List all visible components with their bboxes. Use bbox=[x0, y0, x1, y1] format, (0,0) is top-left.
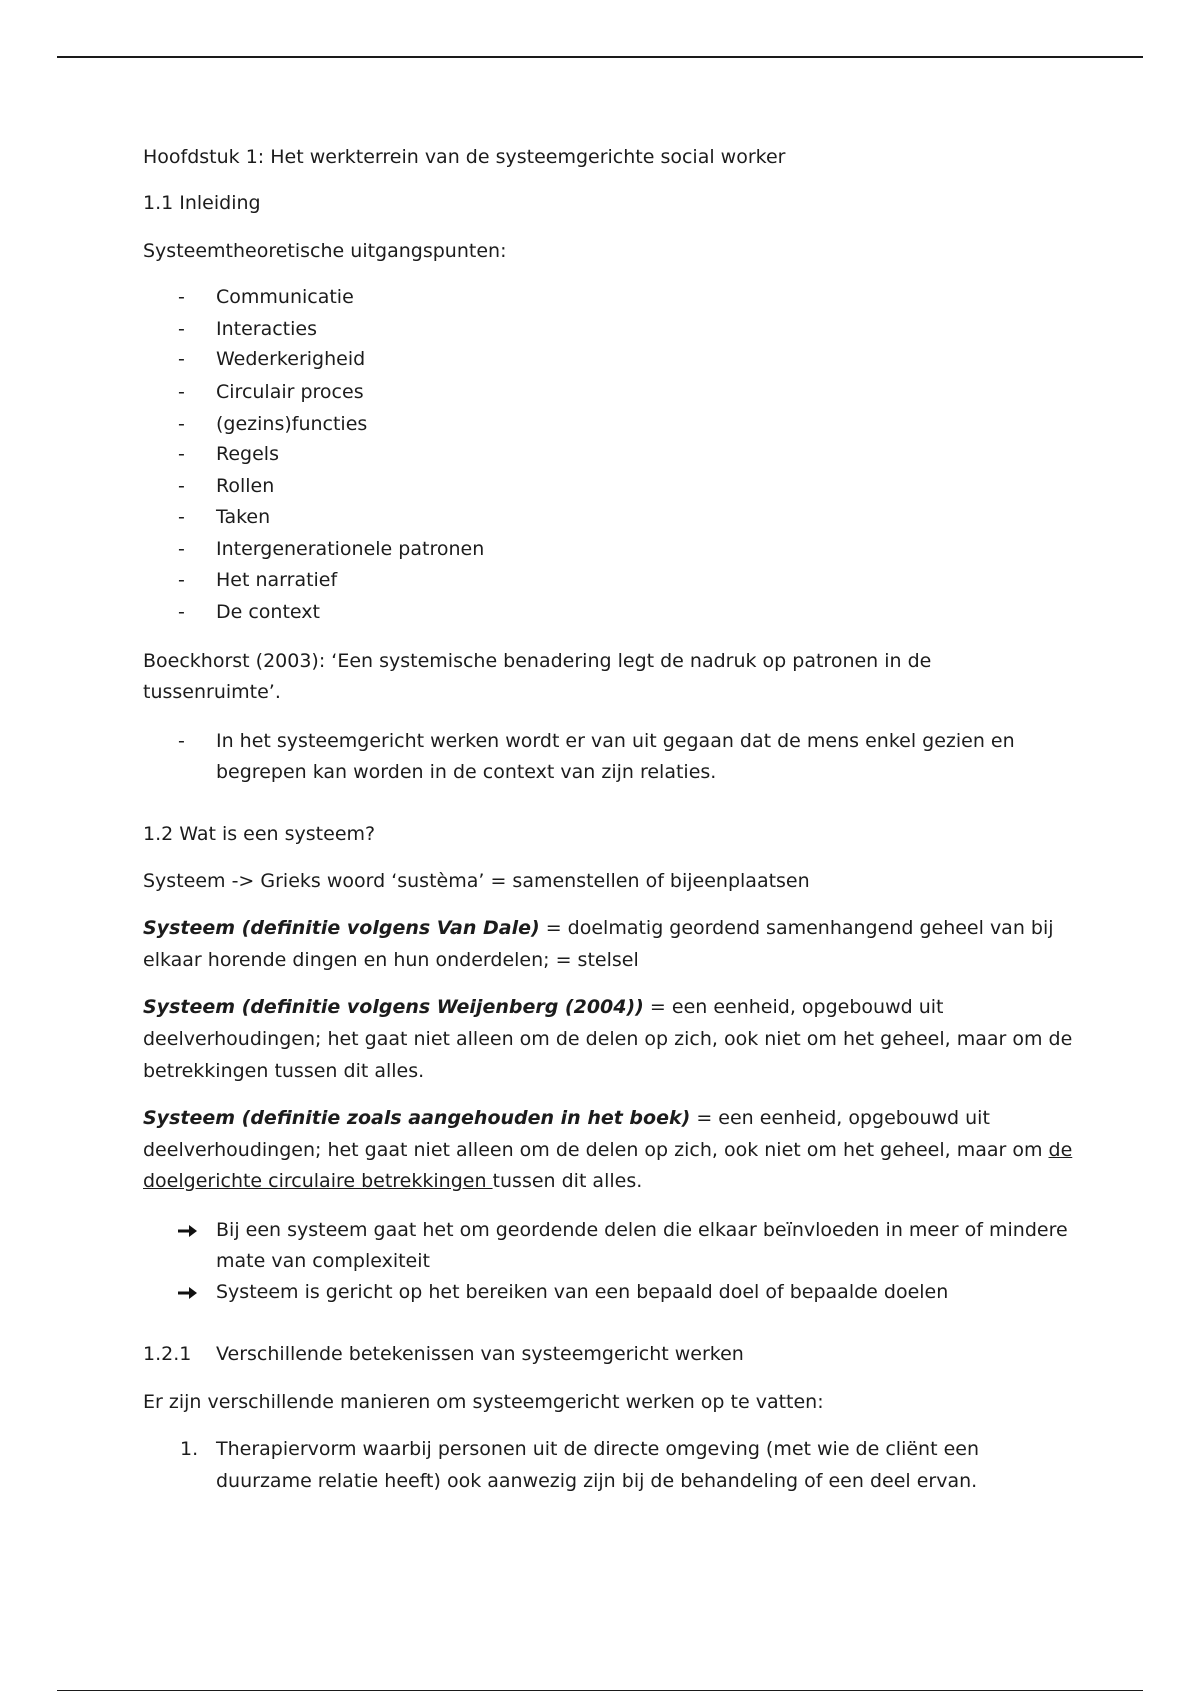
list-item-label: Regels bbox=[216, 443, 279, 465]
bullet-dash: - bbox=[178, 318, 185, 340]
definition-weijenberg bbox=[143, 998, 943, 1017]
section-title: Verschillende betekenissen van systeemgericht werken bbox=[216, 1343, 744, 1365]
chapter-title: Hoofdstuk 1: Het werkterrein van de systeemgerichte social worker bbox=[143, 146, 786, 168]
list-item-label: Rollen bbox=[216, 475, 275, 497]
header-rule bbox=[57, 56, 1143, 58]
numbered-item-1-line1: Therapiervorm waarbij personen uit de directe omgeving (met wie de cliënt een bbox=[216, 1438, 979, 1460]
bullet-dash: - bbox=[178, 475, 185, 497]
list-item-label: Het narratief bbox=[216, 569, 338, 591]
definition-weijenberg-line2: deelverhoudingen; het gaat niet alleen om de delen op zich, ook niet om het geheel, maar om de bbox=[143, 1028, 1073, 1050]
list-item-label: Interacties bbox=[216, 318, 318, 340]
section-number: 1.2.1 bbox=[143, 1343, 192, 1365]
definition-text: tussen dit alles. bbox=[492, 1170, 643, 1192]
arrow-point-1-line1: Bij een systeem gaat het om geordende delen die elkaar beïnvloeden in meer of mindere bbox=[216, 1219, 1068, 1241]
item-number: 1. bbox=[180, 1438, 199, 1460]
boeckhorst-quote-line2: tussenruimte’. bbox=[143, 681, 281, 703]
definition-term: Systeem (definitie volgens Weijenberg (2004)) bbox=[143, 996, 644, 1018]
right-arrow-icon bbox=[178, 1223, 198, 1239]
definition-vandale bbox=[143, 919, 1054, 938]
bullet-dash: - bbox=[178, 286, 185, 308]
boeckhorst-quote-line1: Boeckhorst (2003): ‘Een systemische benadering legt de nadruk op patronen in de bbox=[143, 650, 932, 672]
section-heading-1-2: 1.2 Wat is een systeem? bbox=[143, 823, 376, 845]
bullet-dash: - bbox=[178, 601, 185, 623]
bullet-dash: - bbox=[178, 348, 185, 370]
bullet-dash: - bbox=[178, 381, 185, 403]
arrow-point-1-line2: mate van complexiteit bbox=[216, 1250, 430, 1272]
etymology-line: Systeem -> Grieks woord ‘sustèma’ = samenstellen of bijeenplaatsen bbox=[143, 870, 810, 892]
manieren-intro: Er zijn verschillende manieren om systeemgericht werken op te vatten: bbox=[143, 1391, 824, 1413]
boeckhorst-bullet-line2: begrepen kan worden in de context van zijn relaties. bbox=[216, 761, 717, 783]
right-arrow-icon bbox=[178, 1285, 198, 1301]
definition-text: = een eenheid, opgebouwd uit bbox=[690, 1107, 990, 1129]
bullet-dash: - bbox=[178, 538, 185, 560]
definition-weijenberg-line3: betrekkingen tussen dit alles. bbox=[143, 1060, 425, 1082]
definition-boek-line2 bbox=[143, 1141, 1072, 1160]
bullet-dash: - bbox=[178, 443, 185, 465]
list-item-label: Communicatie bbox=[216, 286, 354, 308]
bullet-dash: - bbox=[178, 413, 185, 435]
definition-boek-line3 bbox=[143, 1172, 642, 1191]
bullet-dash: - bbox=[178, 569, 185, 591]
definition-text: = een eenheid, opgebouwd uit bbox=[643, 996, 944, 1018]
numbered-item-1-line2: duurzame relatie heeft) ook aanwezig zijn bij de behandeling of een deel ervan. bbox=[216, 1470, 978, 1492]
section-heading-1-1: 1.1 Inleiding bbox=[143, 192, 261, 214]
definition-term: Systeem (definitie zoals aangehouden in het boek) bbox=[143, 1107, 691, 1129]
bullet-dash: - bbox=[178, 506, 185, 528]
list-item-label: Intergenerationele patronen bbox=[216, 538, 485, 560]
list-item-label: Wederkerigheid bbox=[216, 348, 366, 370]
list-item-label: Taken bbox=[216, 506, 271, 528]
uitgangspunten-label: Systeemtheoretische uitgangspunten: bbox=[143, 240, 507, 262]
list-item-label: De context bbox=[216, 601, 320, 623]
definition-text: deelverhoudingen; het gaat niet alleen om de delen op zich, ook niet om het geheel, maar om bbox=[143, 1139, 1049, 1161]
definition-vandale-line2: elkaar horende dingen en hun onderdelen; = stelsel bbox=[143, 949, 639, 971]
section-heading-1-2-1 bbox=[143, 1345, 1043, 1365]
footer-rule bbox=[57, 1690, 1143, 1691]
underlined-text: doelgerichte circulaire betrekkingen bbox=[143, 1170, 493, 1192]
definition-boek bbox=[143, 1109, 990, 1128]
definition-term: Systeem (definitie volgens Van Dale) bbox=[143, 917, 540, 939]
definition-text: = doelmatig geordend samenhangend geheel van bij bbox=[539, 917, 1054, 939]
list-item-label: Circulair proces bbox=[216, 381, 364, 403]
arrow-point-2-text: Systeem is gericht op het bereiken van een bepaald doel of bepaalde doelen bbox=[216, 1281, 949, 1303]
boeckhorst-bullet-line1: In het systeemgericht werken wordt er van uit gegaan dat de mens enkel gezien en bbox=[216, 730, 1015, 752]
bullet-dash: - bbox=[178, 730, 185, 752]
underlined-text: de bbox=[1048, 1139, 1073, 1161]
list-item-label: (gezins)functies bbox=[216, 413, 368, 435]
